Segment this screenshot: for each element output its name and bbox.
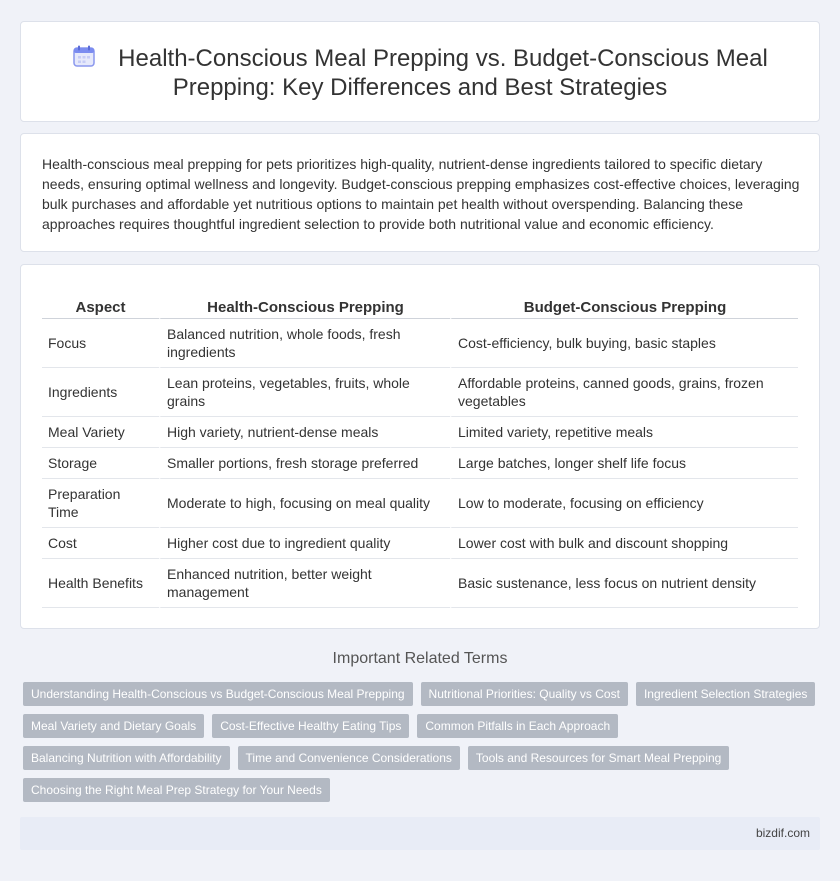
table-row	[42, 448, 798, 479]
footer-site-link[interactable]: bizdif.com	[755, 826, 810, 840]
cell-aspect: Preparation Time	[42, 479, 159, 528]
intro-paragraph: Health-conscious meal prepping for pets prioritizes high-quality, nutrient-dense ingredients tailored to specific dietary needs, ensuring optimal wellness and longevity. Budget-conscious prepping emphasizes cost-effective choices, leveraging bulk purchases and affordable yet nutritious options to maintain pet health without overspending. Balancing these approaches requires thoughtful ingredient selection to provide both nutritional value and economic efficiency.	[42, 156, 800, 232]
comparison-table	[42, 295, 798, 608]
table-row	[42, 528, 798, 559]
table-row	[42, 319, 798, 368]
cell-aspect: Ingredients	[42, 368, 159, 417]
cell-aspect: Focus	[42, 319, 159, 368]
cell-budget: Limited variety, repetitive meals	[450, 417, 798, 448]
cell-budget: Lower cost with bulk and discount shopping	[450, 528, 798, 559]
related-term-tag[interactable]: Choosing the Right Meal Prep Strategy for Your Needs	[23, 778, 330, 802]
cell-budget: Affordable proteins, canned goods, grains, frozen vegetables	[450, 368, 798, 417]
table-row	[42, 479, 798, 528]
cell-budget: Low to moderate, focusing on efficiency	[450, 479, 798, 528]
header-health: Health-Conscious Prepping	[159, 295, 450, 319]
cell-health: Balanced nutrition, whole foods, fresh ingredients	[159, 319, 450, 368]
cell-health: High variety, nutrient-dense meals	[159, 417, 450, 448]
title-card	[20, 21, 820, 122]
cell-aspect: Storage	[42, 448, 159, 479]
table-header-row	[42, 295, 798, 319]
cell-budget: Basic sustenance, less focus on nutrient density	[450, 559, 798, 608]
header-aspect: Aspect	[42, 295, 159, 319]
title-line-1: Health-Conscious Meal Prepping vs. Budget-Conscious Meal	[118, 45, 768, 72]
related-term-tag[interactable]: Tools and Resources for Smart Meal Prepping	[468, 746, 729, 770]
table-row	[42, 368, 798, 417]
related-term-tag[interactable]: Nutritional Priorities: Quality vs Cost	[421, 682, 628, 706]
related-terms-list	[23, 682, 823, 802]
table-row	[42, 417, 798, 448]
related-term-tag[interactable]: Understanding Health-Conscious vs Budget-Conscious Meal Prepping	[23, 682, 413, 706]
cell-health: Lean proteins, vegetables, fruits, whole grains	[159, 368, 450, 417]
comparison-card	[20, 264, 820, 629]
related-term-tag[interactable]: Cost-Effective Healthy Eating Tips	[212, 714, 409, 738]
cell-health: Moderate to high, focusing on meal quality	[159, 479, 450, 528]
table-row	[42, 559, 798, 608]
related-term-tag[interactable]: Balancing Nutrition with Affordability	[23, 746, 230, 770]
cell-aspect: Meal Variety	[42, 417, 159, 448]
title-line-2: Prepping: Key Differences and Best Strategies	[172, 74, 668, 101]
cell-budget: Large batches, longer shelf life focus	[450, 448, 798, 479]
header-budget: Budget-Conscious Prepping	[450, 295, 798, 319]
cell-aspect: Cost	[42, 528, 159, 559]
cell-budget: Cost-efficiency, bulk buying, basic staples	[450, 319, 798, 368]
related-term-tag[interactable]: Common Pitfalls in Each Approach	[417, 714, 618, 738]
page-title	[21, 44, 819, 102]
related-terms-heading: Important Related Terms	[332, 650, 508, 667]
related-term-tag[interactable]: Time and Convenience Considerations	[238, 746, 460, 770]
cell-health: Smaller portions, fresh storage preferred	[159, 448, 450, 479]
calendar-icon	[72, 44, 96, 68]
intro-card	[20, 133, 820, 252]
cell-health: Higher cost due to ingredient quality	[159, 528, 450, 559]
related-term-tag[interactable]: Meal Variety and Dietary Goals	[23, 714, 204, 738]
cell-aspect: Health Benefits	[42, 559, 159, 608]
footer	[20, 817, 820, 850]
related-term-tag[interactable]: Ingredient Selection Strategies	[636, 682, 815, 706]
cell-health: Enhanced nutrition, better weight management	[159, 559, 450, 608]
